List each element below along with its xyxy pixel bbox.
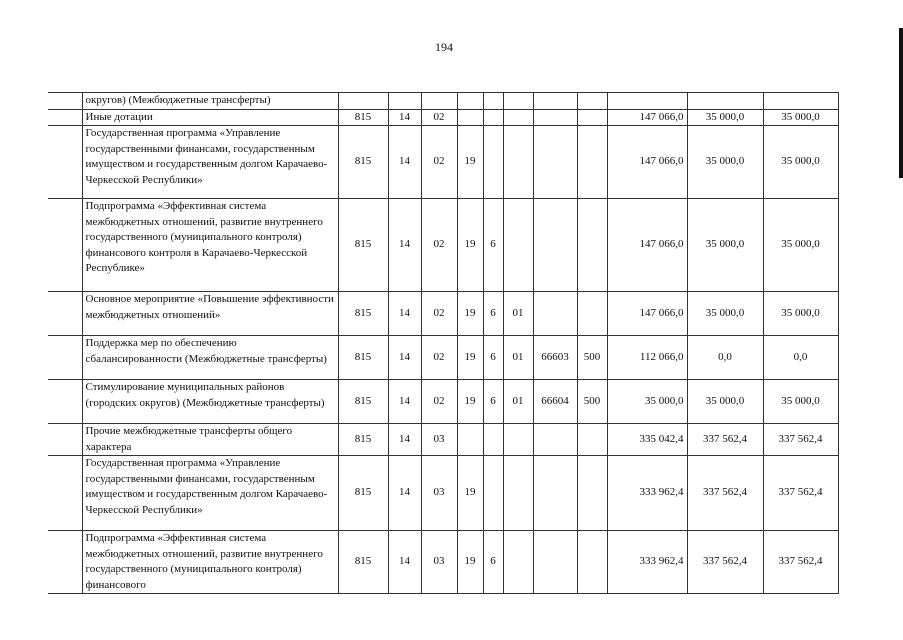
direction-code — [533, 199, 577, 292]
section-code: 14 — [388, 126, 421, 199]
section-code: 14 — [388, 292, 421, 336]
direction-code — [533, 531, 577, 594]
section-code: 14 — [388, 199, 421, 292]
table-row — [48, 531, 838, 594]
grbs-code: 815 — [338, 531, 388, 594]
section-code: 14 — [388, 336, 421, 380]
program-code — [457, 93, 483, 110]
direction-code — [533, 109, 577, 126]
subsection-code: 02 — [421, 199, 457, 292]
direction-code — [533, 424, 577, 456]
table-row — [48, 93, 838, 110]
subsection-code: 02 — [421, 380, 457, 424]
table-row — [48, 336, 838, 380]
row-name: Подпрограмма «Эффективная система межбюджетных отношений, развитие внутреннего государственного (муниципального контроля) финансового контроля в Карачаево-Черкесской Республике» — [82, 199, 338, 292]
subsection-code: 02 — [421, 336, 457, 380]
grbs-code: 815 — [338, 424, 388, 456]
table-row — [48, 199, 838, 292]
subprogram-code: 6 — [483, 336, 503, 380]
row-margin-cell — [48, 380, 82, 424]
subprogram-code — [483, 456, 503, 531]
table-row — [48, 380, 838, 424]
amount-year-1: 35 000,0 — [607, 380, 687, 424]
program-code — [457, 109, 483, 126]
row-margin-cell — [48, 109, 82, 126]
subsection-code: 03 — [421, 531, 457, 594]
amount-year-1: 335 042,4 — [607, 424, 687, 456]
main-activity-code — [503, 424, 533, 456]
row-margin-cell — [48, 93, 82, 110]
row-margin-cell — [48, 456, 82, 531]
subprogram-code — [483, 109, 503, 126]
section-code: 14 — [388, 456, 421, 531]
main-activity-code: 01 — [503, 380, 533, 424]
program-code: 19 — [457, 126, 483, 199]
direction-code — [533, 292, 577, 336]
table-row — [48, 292, 838, 336]
row-margin-cell — [48, 126, 82, 199]
amount-year-1: 147 066,0 — [607, 126, 687, 199]
table-row — [48, 424, 838, 456]
row-margin-cell — [48, 199, 82, 292]
amount-year-1: 147 066,0 — [607, 292, 687, 336]
grbs-code — [338, 93, 388, 110]
expense-type-code — [577, 531, 607, 594]
table-row — [48, 126, 838, 199]
main-activity-code: 01 — [503, 292, 533, 336]
row-margin-cell — [48, 424, 82, 456]
main-activity-code — [503, 531, 533, 594]
subprogram-code — [483, 424, 503, 456]
main-activity-code — [503, 199, 533, 292]
subsection-code — [421, 93, 457, 110]
amount-year-3 — [763, 93, 838, 110]
row-name: Государственная программа «Управление государственными финансами, государственным имуществом и государственным долгом Карачаево-Черкесской Республики» — [82, 126, 338, 199]
amount-year-3: 35 000,0 — [763, 109, 838, 126]
row-name: Иные дотации — [82, 109, 338, 126]
amount-year-3: 0,0 — [763, 336, 838, 380]
expense-type-code: 500 — [577, 380, 607, 424]
direction-code — [533, 126, 577, 199]
main-activity-code — [503, 126, 533, 199]
amount-year-2: 35 000,0 — [687, 380, 763, 424]
section-code: 14 — [388, 109, 421, 126]
subsection-code: 03 — [421, 456, 457, 531]
scan-edge-mark — [899, 28, 903, 178]
amount-year-3: 35 000,0 — [763, 380, 838, 424]
table-row — [48, 456, 838, 531]
subsection-code: 02 — [421, 292, 457, 336]
grbs-code: 815 — [338, 126, 388, 199]
row-name: Поддержка мер по обеспечению сбалансированности (Межбюджетные трансферты) — [82, 336, 338, 380]
amount-year-1: 147 066,0 — [607, 199, 687, 292]
subsection-code: 03 — [421, 424, 457, 456]
row-name: Государственная программа «Управление государственными финансами, государственным имуществом и государственным долгом Карачаево-Черкесской Республики» — [82, 456, 338, 531]
amount-year-3: 337 562,4 — [763, 456, 838, 531]
amount-year-2: 35 000,0 — [687, 109, 763, 126]
grbs-code: 815 — [338, 109, 388, 126]
amount-year-1: 112 066,0 — [607, 336, 687, 380]
amount-year-3: 337 562,4 — [763, 531, 838, 594]
main-activity-code: 01 — [503, 336, 533, 380]
amount-year-2: 337 562,4 — [687, 531, 763, 594]
row-name: Прочие межбюджетные трансферты общего характера — [82, 424, 338, 456]
amount-year-2: 337 562,4 — [687, 424, 763, 456]
table-row — [48, 109, 838, 126]
amount-year-2: 0,0 — [687, 336, 763, 380]
budget-table — [48, 92, 839, 594]
expense-type-code — [577, 199, 607, 292]
section-code: 14 — [388, 424, 421, 456]
amount-year-1: 333 962,4 — [607, 531, 687, 594]
amount-year-3: 35 000,0 — [763, 126, 838, 199]
expense-type-code — [577, 292, 607, 336]
grbs-code: 815 — [338, 292, 388, 336]
page-number: 194 — [435, 40, 453, 54]
amount-year-1: 333 962,4 — [607, 456, 687, 531]
row-name: округов) (Межбюджетные трансферты) — [82, 93, 338, 110]
amount-year-2: 35 000,0 — [687, 126, 763, 199]
grbs-code: 815 — [338, 380, 388, 424]
section-code — [388, 93, 421, 110]
subprogram-code: 6 — [483, 531, 503, 594]
row-margin-cell — [48, 292, 82, 336]
amount-year-1: 147 066,0 — [607, 109, 687, 126]
subsection-code: 02 — [421, 126, 457, 199]
program-code: 19 — [457, 380, 483, 424]
amount-year-3: 337 562,4 — [763, 424, 838, 456]
program-code: 19 — [457, 456, 483, 531]
row-name: Основное мероприятие «Повышение эффективности межбюджетных отношений» — [82, 292, 338, 336]
main-activity-code — [503, 456, 533, 531]
direction-code: 66603 — [533, 336, 577, 380]
subprogram-code — [483, 126, 503, 199]
program-code: 19 — [457, 531, 483, 594]
expense-type-code — [577, 456, 607, 531]
expense-type-code — [577, 126, 607, 199]
main-activity-code — [503, 109, 533, 126]
amount-year-2 — [687, 93, 763, 110]
grbs-code: 815 — [338, 199, 388, 292]
amount-year-2: 337 562,4 — [687, 456, 763, 531]
amount-year-3: 35 000,0 — [763, 199, 838, 292]
subprogram-code: 6 — [483, 292, 503, 336]
direction-code — [533, 93, 577, 110]
amount-year-2: 35 000,0 — [687, 199, 763, 292]
row-name: Стимулирование муниципальных районов (городских округов) (Межбюджетные трансферты) — [82, 380, 338, 424]
amount-year-3: 35 000,0 — [763, 292, 838, 336]
program-code: 19 — [457, 336, 483, 380]
section-code: 14 — [388, 380, 421, 424]
subsection-code: 02 — [421, 109, 457, 126]
row-name: Подпрограмма «Эффективная система межбюджетных отношений, развитие внутреннего государственного (муниципального контроля) финансового — [82, 531, 338, 594]
expense-type-code — [577, 93, 607, 110]
program-code: 19 — [457, 292, 483, 336]
direction-code — [533, 456, 577, 531]
program-code — [457, 424, 483, 456]
subprogram-code: 6 — [483, 199, 503, 292]
section-code: 14 — [388, 531, 421, 594]
expense-type-code — [577, 424, 607, 456]
amount-year-1 — [607, 93, 687, 110]
expense-type-code: 500 — [577, 336, 607, 380]
program-code: 19 — [457, 199, 483, 292]
row-margin-cell — [48, 336, 82, 380]
direction-code: 66604 — [533, 380, 577, 424]
row-margin-cell — [48, 531, 82, 594]
grbs-code: 815 — [338, 336, 388, 380]
expense-type-code — [577, 109, 607, 126]
subprogram-code: 6 — [483, 380, 503, 424]
subprogram-code — [483, 93, 503, 110]
amount-year-2: 35 000,0 — [687, 292, 763, 336]
grbs-code: 815 — [338, 456, 388, 531]
main-activity-code — [503, 93, 533, 110]
